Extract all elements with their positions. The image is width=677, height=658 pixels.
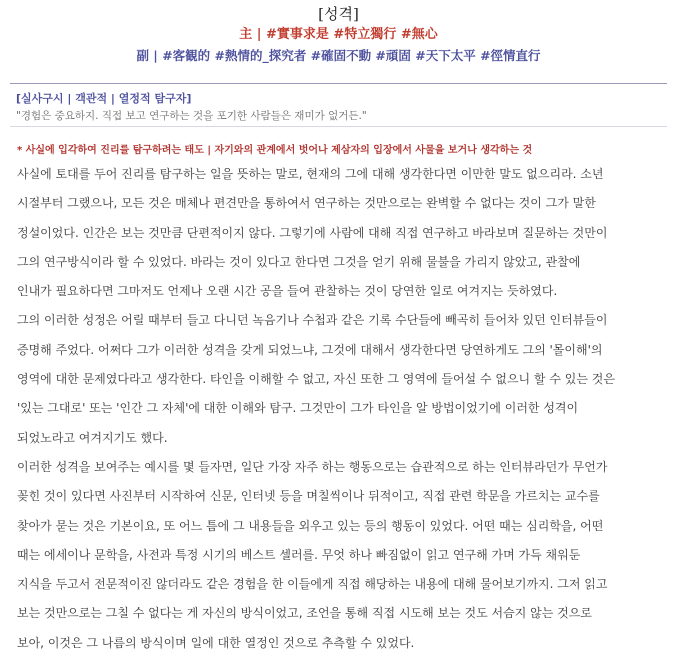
body-line: 때는 에세이나 문학을, 사전과 특정 시기의 베스트 셀러를. 무엇 하나 빠짐없이 읽고 연구해 가며 가득 채워둔 bbox=[17, 547, 581, 562]
body-line: 그의 이러한 성정은 어릴 때부터 들고 다니던 녹음기나 수첩과 같은 기록 수단들에 빼곡히 들어차 있던 인터뷰들이 bbox=[17, 313, 608, 328]
body-line: 인내가 필요하다면 그마저도 언제나 오랜 시간 공을 들여 관찰하는 것이 당연한 일로 여겨지는 듯하였다. bbox=[17, 284, 558, 299]
info-box-quote: "경험은 중요하지. 직접 보고 연구하는 것을 포기한 사람들은 재미가 없거든." bbox=[16, 110, 367, 122]
definition-note: * 사실에 입각하여 진리를 탐구하려는 태도 | 자기와의 관계에서 벗어나 제삼자의 입장에서 사물을 보거나 생각하는 것 bbox=[17, 145, 533, 156]
body-line: 증명해 주었다. 어쩌다 그가 이러한 성격을 갖게 되었느냐, 그것에 대해서 생각한다면 당연하게도 그의 '몰이해'의 bbox=[17, 342, 603, 357]
page-title: [성격] bbox=[318, 5, 359, 23]
body-line: 보아, 이것은 그 나름의 방식이며 일에 대한 열정인 것으로 추측할 수 있었다. bbox=[17, 635, 415, 650]
body-line: 지식을 두고서 전문적이진 않더라도 같은 경험을 한 이들에게 직접 해당하는 내용에 대해 물어보기까지. 그저 읽고 bbox=[17, 577, 608, 592]
body-line: 사실에 토대를 두어 진리를 탐구하는 일을 뜻하는 말로, 현재의 그에 대해 생각한다면 이만한 말도 없으리라. 소년 bbox=[17, 167, 604, 181]
body-line: 보는 것만으로는 그칠 수 없다는 게 자신의 방식이었고, 조언을 통해 직접 시도해 보는 것도 서슴지 않는 것으로 bbox=[17, 606, 592, 621]
sub-traits: 副 | #客観的 #熱情的_探究者 #確固不動 #頑固 #天下太平 #徑情直行 bbox=[136, 48, 541, 63]
info-box bbox=[10, 83, 667, 127]
body-line: 되었노라고 여겨지기도 했다. bbox=[17, 430, 168, 445]
body-line: 정설이었다. 인간은 보는 것만큼 단편적이지 않다. 그렇기에 사람에 대해 직접 연구하고 바라보며 질문하는 것만이 bbox=[17, 225, 608, 240]
body-line: 그의 연구방식이라 할 수 있었다. 바라는 것이 있다고 한다면 그것을 얻기 위해 물불을 가리지 않았고, 관찰에 bbox=[17, 254, 581, 269]
info-box-tags: [실사구시 | 객관적 | 열정적 탐구자] bbox=[16, 92, 192, 105]
header bbox=[0, 0, 677, 66]
body-line: 영역에 대한 문제였다라고 생각한다. 타인을 이해할 수 없고, 자신 또한 그 영역에 들어설 수 없으니 할 수 있는 것은 bbox=[17, 372, 615, 387]
body-line: 시절부터 그랬으나, 모든 것은 매체나 편견만을 통하여서 연구하는 것만으로는 완벽할 수 없다는 것이 그가 말한 bbox=[17, 196, 596, 211]
info-box-bottom-divider bbox=[10, 126, 667, 127]
body-line: 꽂힌 것이 있다면 사진부터 시작하여 신문, 인터넷 등을 며칠씩이나 뒤적이고, 직접 관련 학문을 가르치는 교수를 bbox=[17, 489, 600, 504]
body-line: '있는 그대로' 또는 '인간 그 자체'에 대한 이해와 탐구. 그것만이 그가 타인을 알 방법이었기에 이러한 성격이 bbox=[17, 401, 579, 416]
body-text bbox=[17, 160, 667, 658]
main-traits: 主 | #實事求是 #特立獨行 #無心 bbox=[239, 27, 438, 42]
info-box-top-divider bbox=[10, 83, 667, 84]
body-line: 이러한 성격을 보여주는 예시를 몇 들자면, 일단 가장 자주 하는 행동으로는 습관적으로 하는 인터뷰라던가 무언가 bbox=[17, 459, 608, 474]
body-line: 찾아가 묻는 것은 기본이요, 또 어느 틈에 그 내용들을 외우고 있는 등의 행동이 있었다. 어떤 때는 심리학을, 어떤 bbox=[17, 518, 604, 533]
